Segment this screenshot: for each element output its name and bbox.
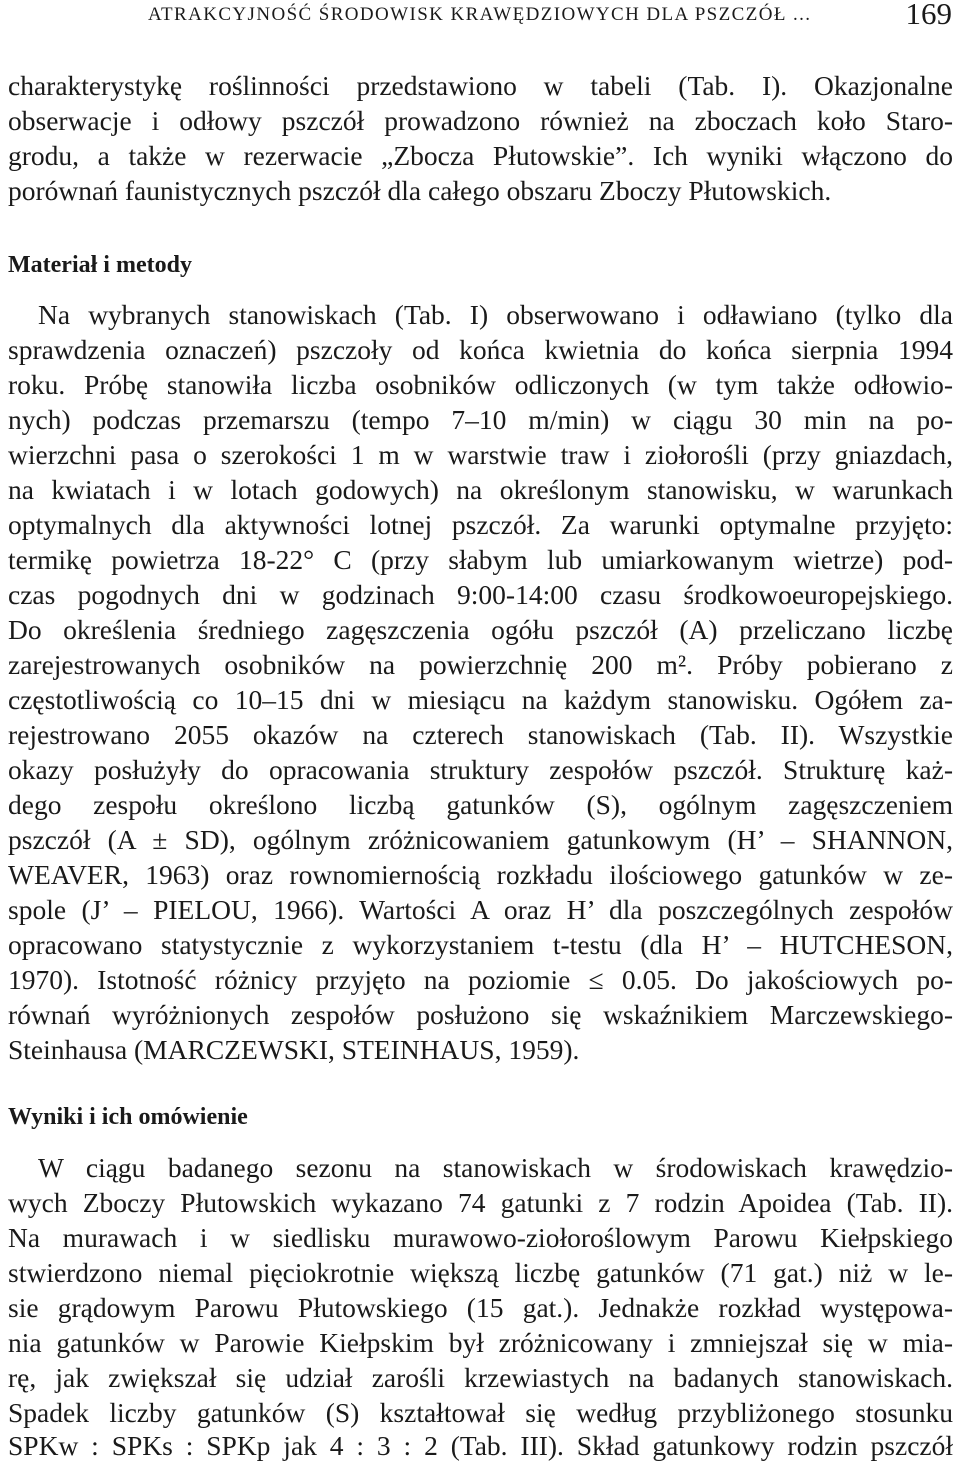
- text-line: dego zespołu określono liczbą gatunków (S), ogólnym zagęszczeniem: [8, 789, 953, 820]
- text-line: WEAVER, 1963) oraz rownomiernością rozkładu ilościowego gatunków w ze-: [8, 859, 953, 890]
- text-line: Steinhausa (MARCZEWSKI, STEINHAUS, 1959).: [8, 1034, 580, 1065]
- text-line: obserwacje i odłowy pszczół prowadzono również na zboczach koło Staro-: [8, 105, 953, 136]
- text-line: spole (J’ – PIELOU, 1966). Wartości A oraz H’ dla poszczególnych zespołów: [8, 894, 953, 925]
- text-line: stwierdzono niemal pięciokrotnie większą liczbę gatunków (71 gat.) niż w le-: [8, 1257, 953, 1288]
- text-line: opracowano statystycznie z wykorzystaniem t-testu (dla H’ – HUTCHESON,: [8, 929, 953, 960]
- text-line: częstotliwością co 10–15 dni w miesiącu na każdym stanowisku. Ogółem za-: [8, 684, 953, 715]
- text-line: roku. Próbę stanowiła liczba osobników odliczonych (w tym także odłowio-: [8, 369, 953, 400]
- text-line: optymalnych dla aktywności lotnej pszczół. Za warunki optymalne przyjęto:: [8, 509, 953, 540]
- text-line: 1970). Istotność różnicy przyjęto na poziomie ≤ 0.05. Do jakościowych po-: [8, 964, 953, 995]
- text-line: równań wyróżnionych zespołów posłużono się wskaźnikiem Marczewskiego-: [8, 999, 953, 1030]
- text-line: na kwiatach i w lotach godowych) na określonym stanowisku, w warunkach: [8, 474, 953, 505]
- text-line: charakterystykę roślinności przedstawiono w tabeli (Tab. I). Okazjonalne: [8, 70, 953, 101]
- text-line: porównań faunistycznych pszczół dla całego obszaru Zboczy Płutowskich.: [8, 175, 832, 206]
- section-heading-results: Wyniki i ich omówienie: [8, 1104, 248, 1130]
- text-line: Na murawach i w siedlisku murawowo-ziołoroślowym Parowu Kiełpskiego: [8, 1222, 953, 1253]
- text-line: nia gatunków w Parowie Kiełpskim był zróżnicowany i zmniejszał się w miа-: [8, 1327, 953, 1358]
- text-line: pszczół (A ± SD), ogólnym zróżnicowaniem gatunkowym (H’ – SHANNON,: [8, 824, 953, 855]
- section-heading-methods: Materiał i metody: [8, 252, 192, 278]
- text-line: Spadek liczby gatunków (S) kształtował się według przybliżonego stosunku: [8, 1397, 953, 1428]
- text-line: termikę powietrza 18-22° C (przy słabym lub umiarkowanym wietrze) pod-: [8, 544, 953, 575]
- text-line: SPKw : SPKs : SPKp jak 4 : 3 : 2 (Tab. III). Skład gatunkowy rodzin pszczół: [8, 1430, 953, 1461]
- text-line: grodu, a także w rezerwacie „Zbocza Płutowskie”. Ich wyniki włączono do: [8, 140, 953, 171]
- text-line: rejestrowano 2055 okazów na czterech stanowiskach (Tab. II). Wszystkie: [8, 719, 953, 750]
- page-number: 169: [905, 0, 952, 31]
- text-line: sprawdzenia oznaczeń) pszczoły od końca kwietnia do końca sierpnia 1994: [8, 334, 953, 365]
- text-line: sie grądowym Parowu Płutowskiego (15 gat.). Jednakże rozkład występowa-: [8, 1292, 953, 1323]
- text-line: wych Zboczy Płutowskich wykazano 74 gatunki z 7 rodzin Apoidea (Tab. II).: [8, 1187, 953, 1218]
- text-line: wierzchni pasa o szerokości 1 m w warstwie traw i ziołorośli (przy gniazdach,: [8, 439, 953, 470]
- text-line: Do określenia średniego zagęszczenia ogółu pszczół (A) przeliczano liczbę: [8, 614, 953, 645]
- text-line: Na wybranych stanowiskach (Tab. I) obserwowano i odławiano (tylko dla: [38, 299, 953, 330]
- text-line: rę, jak zwiększał się udział zarośli krzewiastych na badanych stanowiskach.: [8, 1362, 953, 1393]
- text-line: W ciągu badanego sezonu na stanowiskach w środowiskach krawędzio-: [38, 1152, 953, 1183]
- text-line: zarejestrowanych osobników na powierzchnię 200 m². Próby pobierano z: [8, 649, 953, 680]
- running-title: ATRAKCYJNOŚĆ ŚRODOWISK KRAWĘDZIOWYCH DLA PSZCZÓŁ ...: [148, 4, 812, 25]
- text-line: nych) podczas przemarszu (tempo 7–10 m/min) w ciągu 30 min na po-: [8, 404, 953, 435]
- text-line: czas pogodnych dni w godzinach 9:00-14:00 czasu środkowoeuropejskiego.: [8, 579, 953, 610]
- text-line: okazy posłużyły do opracowania struktury zespołów pszczół. Strukturę każ-: [8, 754, 953, 785]
